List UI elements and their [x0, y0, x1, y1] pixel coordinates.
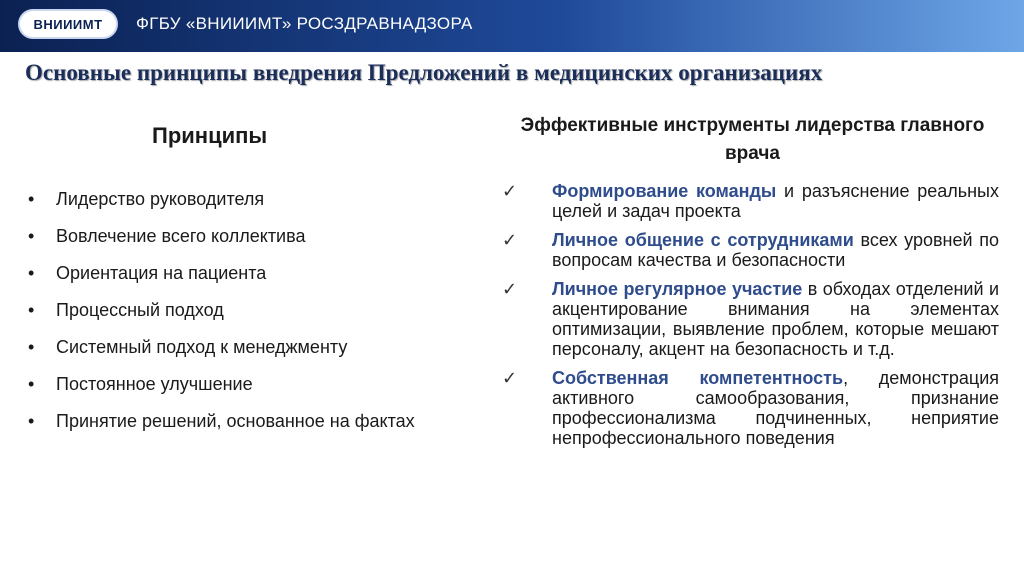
principle-item: • Ориентация на пациента: [28, 263, 267, 283]
principles-list: [28, 188, 428, 447]
principle-item: • Принятие решений, основанное на фактах: [28, 411, 415, 431]
principles-heading: Принципы: [152, 123, 268, 148]
checkmark-icon: ✓: [502, 230, 518, 250]
slide-title: Основные принципы внедрения Предложений в медицинских организациях: [25, 60, 823, 85]
tool-item: [500, 368, 999, 448]
principle-item: • Вовлечение всего коллектива: [28, 226, 306, 246]
org-name: ФГБУ «ВНИИИМТ» РОСЗДРАВНАДЗОРА: [136, 14, 473, 33]
tool-highlight: Формирование команды: [552, 181, 777, 201]
checkmark-icon: ✓: [502, 279, 518, 299]
bullet-icon: •: [28, 337, 35, 357]
tool-item: [500, 230, 999, 270]
tool-text: и разъяснение реальных целей и задач проекта: [552, 181, 999, 221]
tool-highlight: Собственная компетентность: [552, 368, 844, 388]
header-bar: [0, 0, 1024, 52]
tool-highlight: Личное регулярное участие: [552, 279, 803, 299]
tool-text: всех уровней по вопросам качества и безопасности: [552, 230, 999, 270]
principle-item: • Лидерство руководителя: [28, 189, 265, 209]
principle-item: • Системный подход к менеджменту: [28, 337, 348, 357]
tool-text: в обходах отделений и акцентирование внимания на элементах оптимизации, выявление проблем, которые мешают персоналу, акцент на безопасность и т.д.: [552, 279, 999, 359]
principle-item: • Процессный подход: [28, 300, 224, 320]
bullet-icon: •: [28, 374, 35, 394]
bullet-icon: •: [28, 263, 35, 283]
bullet-icon: •: [28, 411, 35, 431]
tools-heading: Эффективные инструменты лидерства главного врача: [520, 115, 985, 164]
checkmark-icon: ✓: [502, 368, 518, 388]
org-logo: [18, 9, 118, 39]
tools-list: [500, 181, 999, 457]
tool-item: [500, 279, 999, 359]
tool-text: , демонстрация активного самообразования, признание профессионализма подчиненных, неприятие непрофессионального поведения: [552, 368, 1000, 448]
checkmark-icon: ✓: [502, 181, 518, 201]
principle-item: • Постоянное улучшение: [28, 374, 253, 394]
logo-text: ВНИИИМТ: [33, 16, 103, 32]
tool-item: [500, 181, 999, 221]
bullet-icon: •: [28, 226, 35, 246]
bullet-icon: •: [28, 300, 35, 320]
tool-highlight: Личное общение с сотрудниками: [552, 230, 854, 250]
bullet-icon: •: [28, 189, 35, 209]
